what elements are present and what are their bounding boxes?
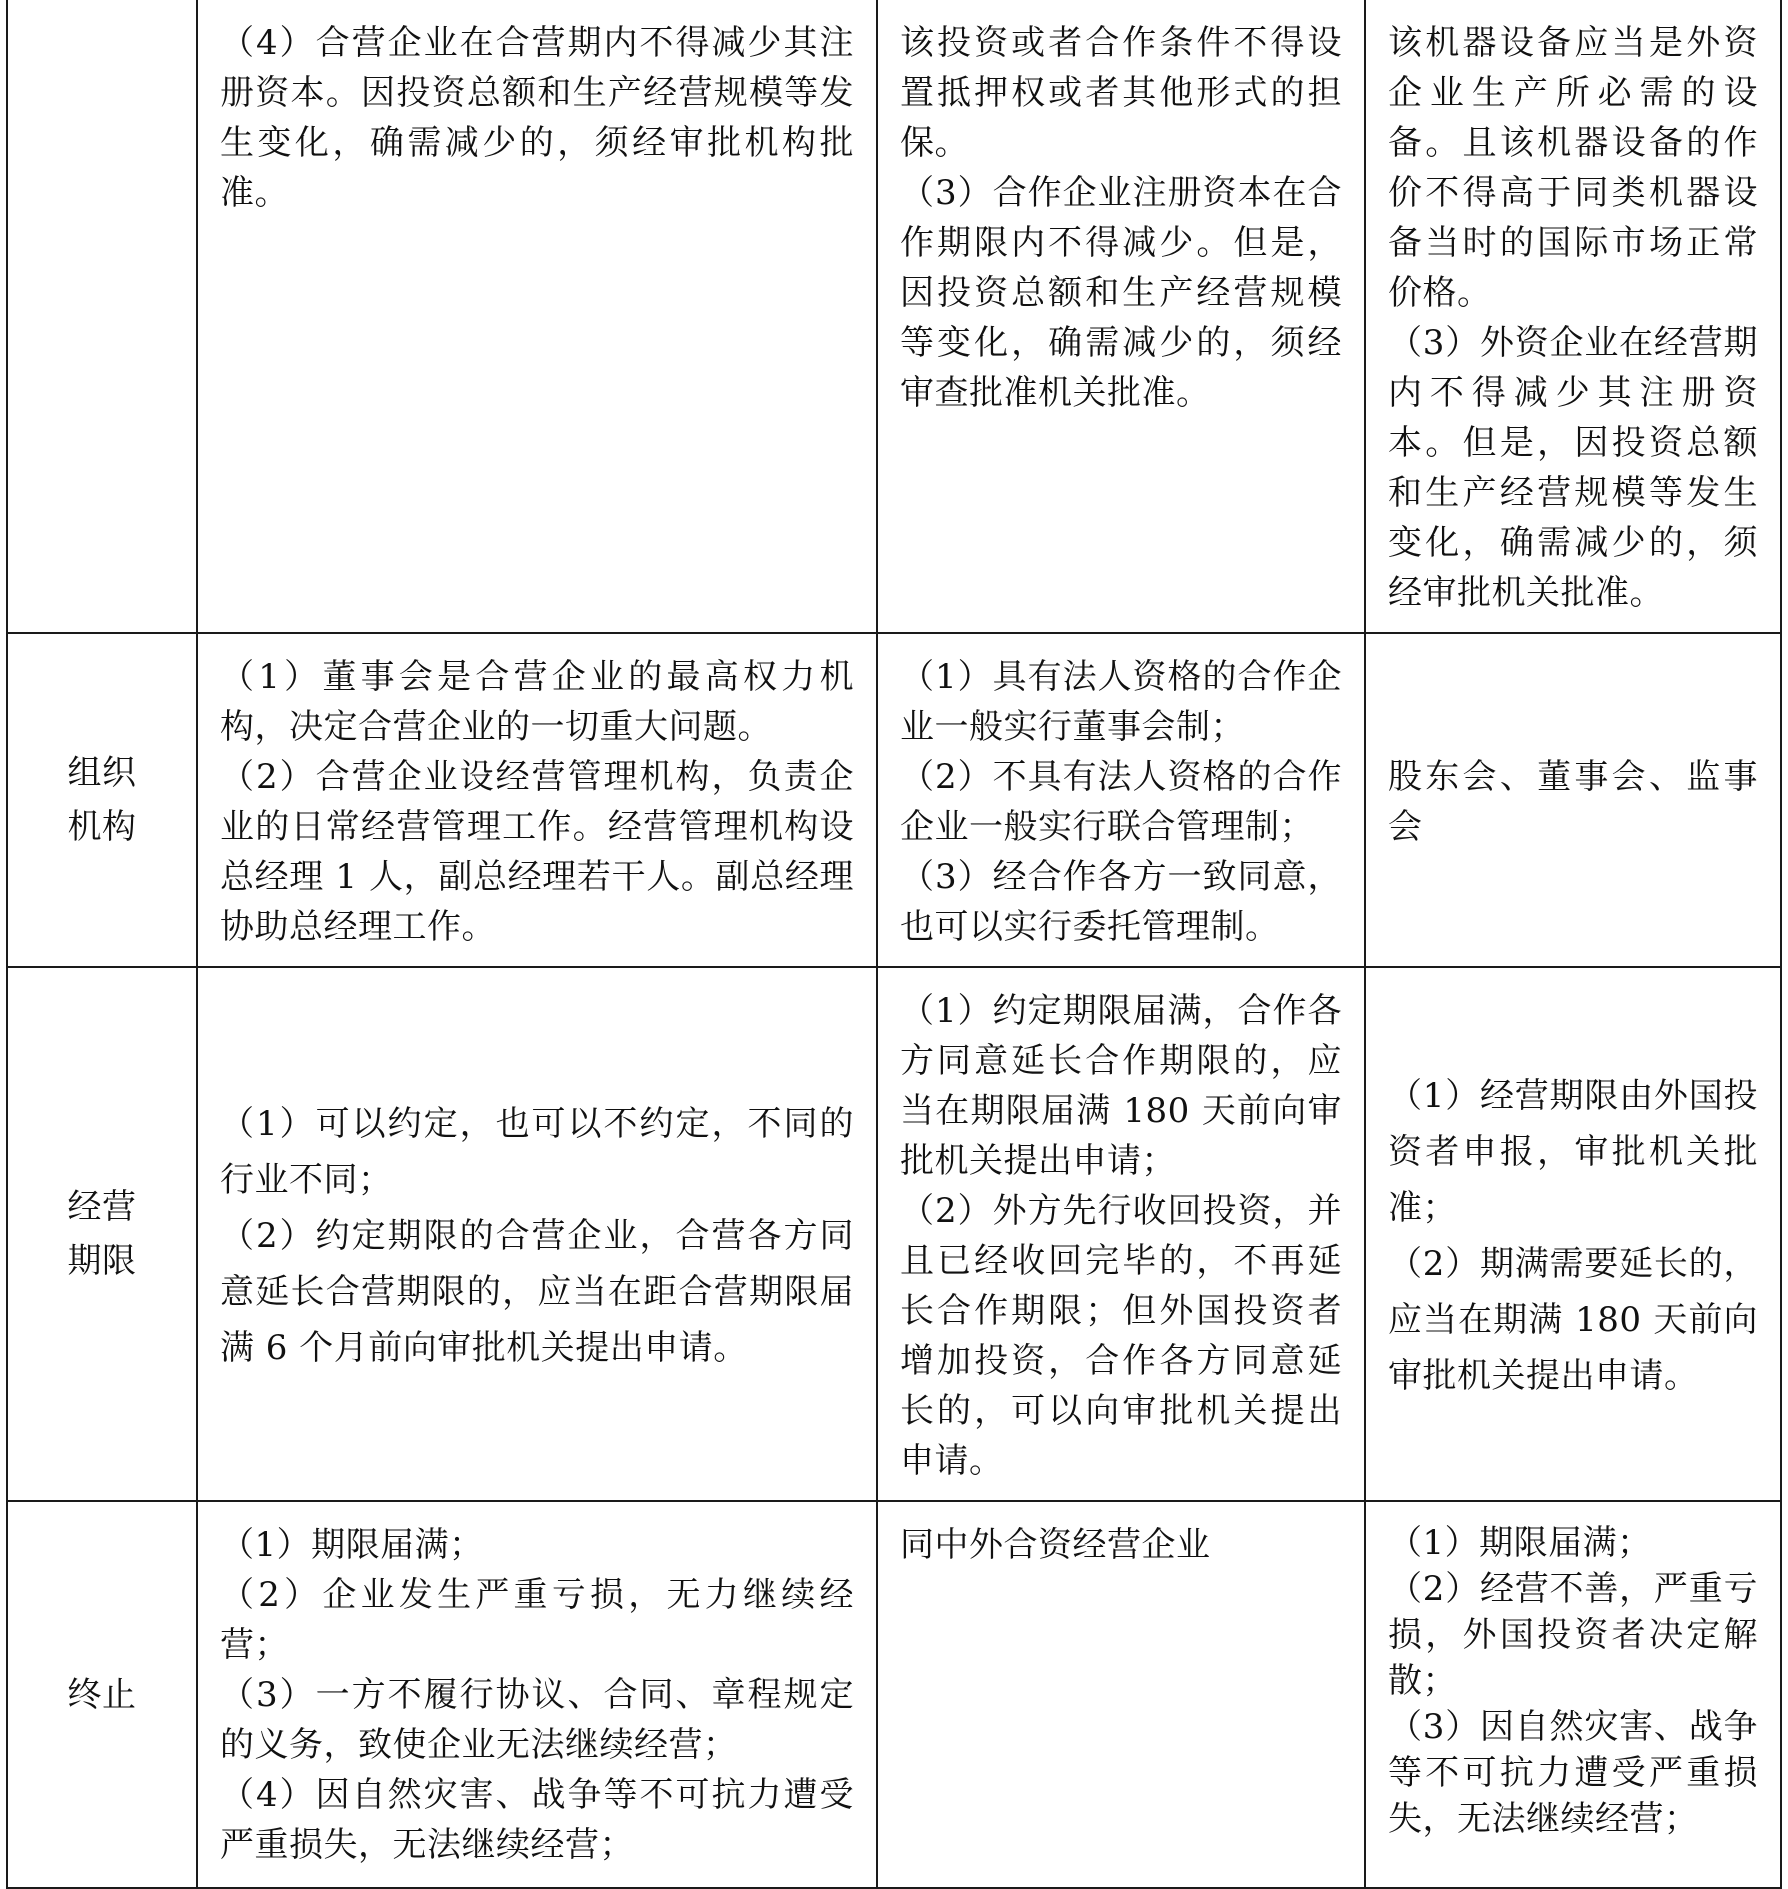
- cell-paragraph: （3）外资企业在经营期内不得减少其注册资本。但是，因投资总额和生产经营规模等发生变化，确需减少的，须经审批机关批准。: [1388, 323, 1758, 613]
- cell-paragraph: 该投资或者合作条件不得设置抵押权或者其他形式的担保。: [900, 23, 1342, 163]
- foreign-owned-cell: [1365, 967, 1781, 1501]
- cooperative-cell: [877, 0, 1365, 633]
- foreign-owned-cell: [1365, 0, 1781, 633]
- cooperative-cell: [877, 1501, 1365, 1888]
- cell-paragraph: （2）合营企业设经营管理机构，负责企业的日常经营管理工作。经营管理机构设总经理 1 人，副总经理若干人。副总经理协助总经理工作。: [220, 757, 854, 947]
- row-label-cell: [7, 967, 197, 1501]
- cell-paragraph: （1）董事会是合营企业的最高权力机构，决定合营企业的一切重大问题。: [220, 657, 854, 747]
- cell-paragraph: （1）可以约定，也可以不约定，不同的行业不同；: [220, 1104, 854, 1200]
- cell-paragraph: （4）合营企业在合营期内不得减少其注册资本。因投资总额和生产经营规模等发生变化，确需减少的，须经审批机构批准。: [220, 23, 854, 213]
- joint-venture-cell: [197, 1501, 877, 1888]
- table-row: [7, 0, 1781, 633]
- cell-paragraph: （3）因自然灾害、战争等不可抗力遭受严重损失，无法继续经营；: [1388, 1707, 1758, 1839]
- cell-paragraph: （1）期限届满；: [220, 1525, 484, 1565]
- cell-paragraph: （2）经营不善，严重亏损，外国投资者决定解散；: [1388, 1569, 1758, 1701]
- row-label-cell: 终止: [7, 1501, 197, 1888]
- joint-venture-cell: [197, 0, 877, 633]
- cell-paragraph: 该机器设备应当是外资企业生产所必需的设备。且该机器设备的作价不得高于同类机器设备当时的国际市场正常价格。: [1388, 23, 1758, 313]
- row-label: 经营 期限: [67, 1187, 137, 1281]
- cell-paragraph: （1）具有法人资格的合作企业一般实行董事会制；: [900, 657, 1342, 747]
- cell-paragraph: （3）一方不履行协议、合同、章程规定的义务，致使企业无法继续经营；: [220, 1675, 854, 1765]
- row-label: 组织 机构: [67, 753, 137, 847]
- cell-paragraph: （2）期满需要延长的，应当在期满 180 天前向审批机关提出申请。: [1388, 1244, 1758, 1396]
- cooperative-cell: [877, 967, 1365, 1501]
- table-row: [7, 1501, 1781, 1888]
- foreign-owned-cell: [1365, 633, 1781, 967]
- cooperative-cell: [877, 633, 1365, 967]
- cell-paragraph: （2）外方先行收回投资，并且已经收回完毕的，不再延长合作期限；但外国投资者增加投资，合作各方同意延长的，可以向审批机关提出申请。: [900, 1191, 1342, 1481]
- cell-paragraph: （2）约定期限的合营企业，合营各方同意延长合营期限的，应当在距合营期限届满 6 个月前向审批机关提出申请。: [220, 1216, 854, 1368]
- cell-paragraph: （4）因自然灾害、战争等不可抗力遭受严重损失，无法继续经营；: [220, 1775, 854, 1865]
- table-row: [7, 633, 1781, 967]
- cell-paragraph: （1）约定期限届满，合作各方同意延长合作期限的，应当在期限届满 180 天前向审批机关提出申请；: [900, 991, 1342, 1181]
- cell-paragraph: 同中外合资经营企业: [900, 1525, 1211, 1565]
- joint-venture-cell: [197, 967, 877, 1501]
- cell-paragraph: （3）经合作各方一致同意，也可以实行委托管理制。: [900, 857, 1342, 947]
- cell-paragraph: （2）不具有法人资格的合作企业一般实行联合管理制；: [900, 757, 1342, 847]
- joint-venture-cell: [197, 633, 877, 967]
- foreign-owned-cell: [1365, 1501, 1781, 1888]
- row-label-cell: [7, 633, 197, 967]
- cell-paragraph: （2）企业发生严重亏损，无力继续经营；: [220, 1575, 854, 1665]
- row-label-cell: [7, 0, 197, 633]
- cell-paragraph: 股东会、董事会、监事会: [1388, 757, 1758, 847]
- cell-paragraph: （1）期限届满；: [1388, 1523, 1652, 1563]
- comparison-table: [6, 0, 1782, 1889]
- table-row: [7, 967, 1781, 1501]
- cell-paragraph: （3）合作企业注册资本在合作期限内不得减少。但是，因投资总额和生产经营规模等变化，确需减少的，须经审查批准机关批准。: [900, 173, 1342, 413]
- cell-paragraph: （1）经营期限由外国投资者申报，审批机关批准；: [1388, 1076, 1758, 1228]
